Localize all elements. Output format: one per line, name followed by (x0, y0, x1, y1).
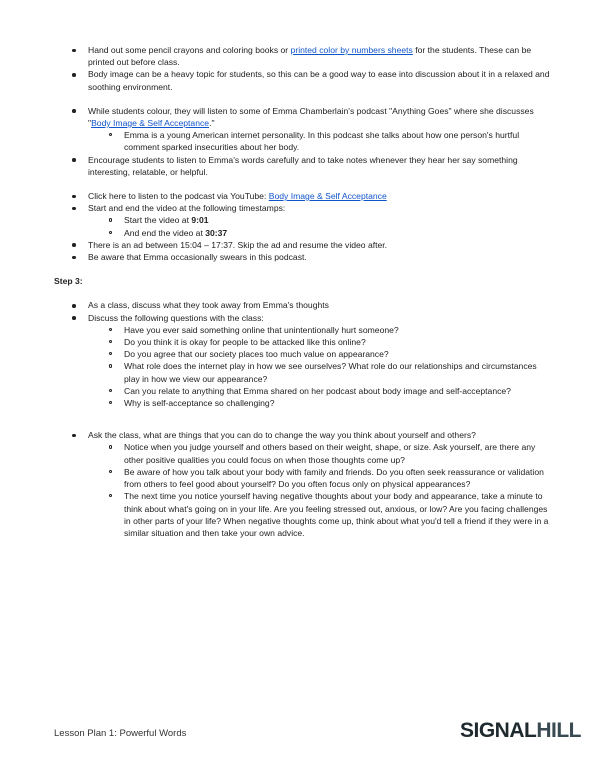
footer-label: Lesson Plan 1: Powerful Words (54, 728, 187, 739)
materials-list (54, 44, 550, 93)
list-item: As a class, discuss what they took away from Emma's thoughts (54, 299, 550, 311)
signal-hill-logo (460, 719, 581, 743)
start-timestamp: 9:01 (191, 215, 209, 226)
question-item: Have you ever said something online that unintentionally hurt someone? (54, 324, 550, 336)
body-image-link[interactable]: Body Image & Self Acceptance (91, 118, 210, 129)
text: for the students. These can be printed out before class. (88, 45, 532, 68)
list-item: Body image can be a heavy topic for students, so this can be a good way to ease into discussion about it in a relaxed and soothing environment. (54, 68, 550, 92)
podcast-list (54, 105, 550, 178)
text: Click here to listen to the podcast via YouTube: (88, 191, 269, 202)
question-item: Do you think it is okay for people to be attacked like this online? (54, 336, 550, 348)
text: ." (209, 118, 215, 129)
sub-list-item: Emma is a young American internet personality. In this podcast she talks about how one person's hurtful comment sparked insecurities about her body. (54, 129, 550, 153)
list-item: Ask the class, what are things that you can do to change the way you think about yourself and others? (54, 429, 550, 441)
sub-list-item (54, 227, 550, 239)
question-item: Can you relate to anything that Emma shared on her podcast about body image and self-acceptance? (54, 385, 550, 397)
question-item: What role does the internet play in how we see ourselves? What role do our relationships and circumstances play in how we view our appearance? (54, 360, 550, 384)
sub-list-item (54, 214, 550, 226)
logo-hill-text: HILL (536, 719, 581, 742)
list-item: There is an ad between 15:04 – 17:37. Skip the ad and resume the video after. (54, 239, 550, 251)
sub-list-item: The next time you notice yourself having negative thoughts about your body and appearance, take a minute to think about what's going on in your life. Are you feeling stressed out, anxious, or low? Are you facing challenges in other parts of your life? When negative thoughts come up, think about what you'd tell a friend if they were in a similar situation and then take your own advice. (54, 490, 550, 539)
logo-signal-text: SIGNAL (460, 719, 537, 742)
list-item (54, 190, 550, 202)
video-list (54, 190, 550, 263)
step-heading: Step 3: (54, 276, 83, 287)
sub-list-item: Be aware of how you talk about your body with family and friends. Do you often seek reassurance or validation from others to feel good about yourself? Do you often focus only on physical appearances? (54, 466, 550, 490)
self-reflection-list (54, 429, 550, 539)
color-by-numbers-link[interactable]: printed color by numbers sheets (290, 45, 413, 55)
list-item: Be aware that Emma occasionally swears in this podcast. (54, 251, 550, 263)
text: Hand out some pencil crayons and coloring books or (88, 45, 291, 55)
lesson-content (54, 44, 550, 539)
list-item (54, 44, 550, 68)
text: Start the video at (124, 215, 192, 226)
sub-list-item: Notice when you judge yourself and others based on their weight, shape, or size. Ask yourself, are there any other positive qualities you could focus on when those thoughts come up? (54, 441, 550, 465)
question-item: Why is self-acceptance so challenging? (54, 397, 550, 409)
list-item (54, 105, 550, 129)
youtube-podcast-link[interactable]: Body Image & Self Acceptance (268, 191, 387, 202)
discussion-list (54, 299, 550, 409)
text: While students colour, they will listen to some of Emma Chamberlain's podcast "Anything Goes" where she discusses " (88, 105, 534, 129)
end-timestamp: 30:37 (205, 227, 228, 238)
list-item: Encourage students to listen to Emma's words carefully and to take notes whenever they hear her say something interesting, relatable, or helpful. (54, 154, 550, 178)
text: And end the video at (124, 227, 206, 238)
list-item: Discuss the following questions with the class: (54, 312, 550, 324)
list-item: Start and end the video at the following timestamps: (54, 202, 550, 214)
question-item: Do you agree that our society places too much value on appearance? (54, 348, 550, 360)
